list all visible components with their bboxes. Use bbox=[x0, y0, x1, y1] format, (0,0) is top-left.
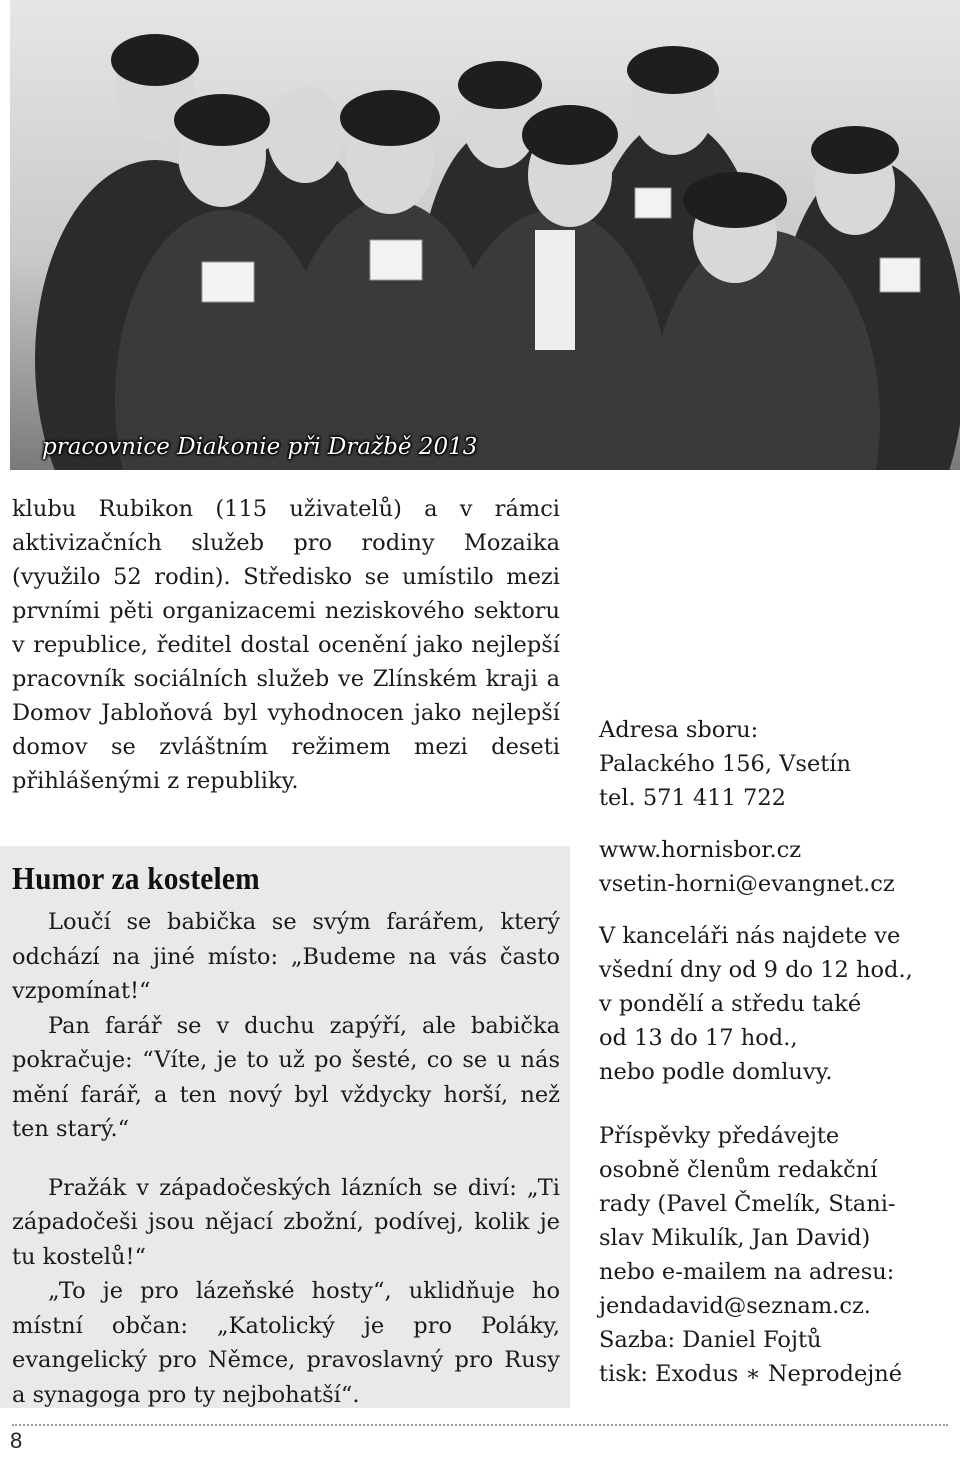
address-line: Palackého 156, Vsetín bbox=[599, 751, 851, 777]
submission-line: nebo e-mailem na adresu: bbox=[599, 1259, 895, 1285]
page-number: 8 bbox=[10, 1428, 23, 1453]
address-block bbox=[599, 713, 949, 815]
article-column bbox=[12, 492, 560, 798]
humor-paragraph: Pražák v západočeských lázních se diví: „Ti západočeši jsou nějací zbožní, podívej, kolik je tu kostelů!“ bbox=[12, 1174, 560, 1270]
humor-section bbox=[12, 905, 560, 1412]
article-paragraph: klubu Rubikon (115 uživatelů) a v rámci aktivizačních služeb pro rodiny Mozaika (využilo 52 rodin). Středisko se umístilo mezi prvními pěti organizacemi neziskového sektoru v republice, ředitel dostal ocenění jako nejlepší pracovník sociálních služeb ve Zlínském kraji a Domov Jabloňová byl vyhodnocen jako nejlepší domov se zvláštním režimem mezi deseti přihlášenými z republiky. bbox=[12, 496, 560, 794]
submission-block bbox=[599, 1119, 949, 1391]
humor-title: Humor za kostelem bbox=[12, 860, 260, 896]
photo-caption: pracovnice Diakonie při Dražbě 2013 bbox=[42, 434, 478, 460]
group-photo-illustration bbox=[10, 0, 960, 470]
footer-divider bbox=[12, 1424, 948, 1426]
office-hours-block bbox=[599, 919, 949, 1089]
humor-paragraph: Pan farář se v duchu zapýří, ale babička pokračuje: “Víte, je to už po šesté, co se u nás mění farář, a ten nový byl vždycky horší, než ten starý.“ bbox=[12, 1012, 560, 1142]
online-block bbox=[599, 833, 949, 901]
address-label: Adresa sboru: bbox=[599, 717, 759, 743]
office-line: od 13 do 17 hod., bbox=[599, 1025, 798, 1051]
humor-paragraph: „To je pro lázeňské hosty“, uklidňuje ho místní občan: „Katolický je pro Poláky, evangelický pro Němce, pravoslavný pro Rusy a synagoga pro ty nejbohatší“. bbox=[12, 1278, 560, 1408]
submission-line: slav Mikulík, Jan David) bbox=[599, 1225, 871, 1251]
office-line: V kanceláři nás najdete ve bbox=[599, 923, 901, 949]
submission-line: tisk: Exodus ∗ Neprodejné bbox=[599, 1361, 903, 1387]
group-photo bbox=[10, 0, 960, 470]
submission-line: osobně členům redakční bbox=[599, 1157, 878, 1183]
phone-line: tel. 571 411 722 bbox=[599, 785, 786, 811]
office-line: nebo podle domluvy. bbox=[599, 1059, 833, 1085]
editor-email-link[interactable]: jendadavid@seznam.cz. bbox=[599, 1293, 871, 1319]
office-line: všední dny od 9 do 12 hod., bbox=[599, 957, 913, 983]
submission-line: Sazba: Daniel Fojtů bbox=[599, 1327, 822, 1353]
submission-line: rady (Pavel Čmelík, Stani- bbox=[599, 1191, 896, 1217]
office-line: v pondělí a středu také bbox=[599, 991, 862, 1017]
submission-line: Příspěvky předávejte bbox=[599, 1123, 840, 1149]
contact-column bbox=[599, 713, 949, 1409]
website-link[interactable]: www.hornisbor.cz bbox=[599, 837, 802, 863]
humor-paragraph: Loučí se babička se svým farářem, který odchází na jiné místo: „Budeme na vás často vzpomínat!“ bbox=[12, 909, 560, 1004]
email-link[interactable]: vsetin-horni@evangnet.cz bbox=[599, 871, 895, 897]
